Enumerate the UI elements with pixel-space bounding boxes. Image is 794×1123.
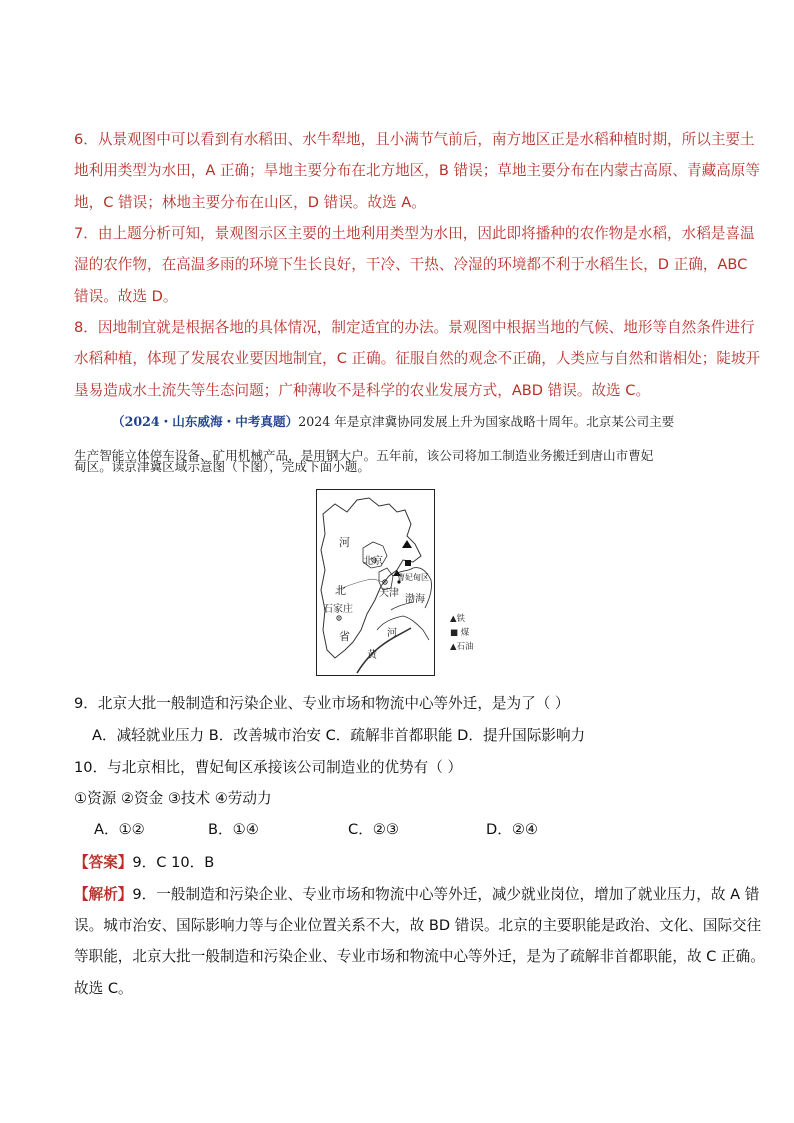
label-river-huang: 黄 xyxy=(367,650,377,661)
analysis-q7-line2: 湿的农作物，在高温多雨的环境下生长良好，干冷、干热、冷湿的环境都不利于水稻生长，D 正确，ABC xyxy=(74,256,748,273)
label-tianjin: 天津 xyxy=(379,588,399,599)
q10-option-d: D．②④ xyxy=(486,821,538,838)
q10-option-a: A．①② xyxy=(94,821,145,838)
analysis-line1-text: 9．一般制造和污染企业、专业市场和物流中心等外迁，减少就业岗位，增加了就业压力，故 A 错 xyxy=(132,886,760,903)
analysis-line3: 等职能，北京大批一般制造和污染企业、专业市场和物流中心等外迁，是为了疏解非首都职能，故 C 正确。 xyxy=(74,948,765,965)
coal-symbol xyxy=(405,560,411,566)
analysis-line1 xyxy=(74,885,759,905)
analysis-tag: 【解析】 xyxy=(74,886,133,903)
material-line2: 生产智能立体停车设备、矿用机械产品，是用钢大户。五年前，该公司将加工制造业务搬迁到唐山市曹妃 xyxy=(74,448,654,463)
label-shijiazhuang: 石家庄 xyxy=(323,604,353,615)
q10-stem: 10．与北京相比，曹妃甸区承接该公司制造业的优势有（ ） xyxy=(74,759,463,776)
label-bohai: 渤海 xyxy=(405,594,425,605)
legend-coal: ■ 煤 xyxy=(450,628,470,638)
label-sheng: 省 xyxy=(339,631,350,643)
analysis-line4: 故选 C。 xyxy=(74,980,133,997)
legend-iron: ▲铁 xyxy=(450,614,466,624)
label-he: 河 xyxy=(339,537,350,549)
label-caofeidian: 曹妃甸区 xyxy=(397,573,429,582)
q10-option-c: C．②③ xyxy=(348,821,399,838)
label-beijing: 北京 xyxy=(363,556,383,567)
map-svg xyxy=(317,490,434,675)
answer-tag: 【答案】 xyxy=(74,854,133,871)
label-river-he: 河 xyxy=(387,628,397,639)
q10-option-b: B．①④ xyxy=(208,821,259,838)
material-line1 xyxy=(112,413,674,431)
analysis-q8-line1: 8．因地制宜就是根据各地的具体情况，制定适宜的办法。景观图中根据当地的气候、地形等自然条件进行 xyxy=(74,319,755,336)
iron-symbol xyxy=(402,540,412,548)
answer-line xyxy=(74,853,214,873)
jingjinji-map xyxy=(316,489,435,676)
q9-stem: 9．北京大批一般制造和污染企业、专业市场和物流中心等外迁，是为了（ ） xyxy=(74,695,570,712)
analysis-q7-line3: 错误。故选 D。 xyxy=(74,288,178,305)
analysis-line2: 误。城市治安、国际影响力等与企业位置关系不大，故 BD 错误。北京的主要职能是政治、文化、国际交往 xyxy=(74,917,762,934)
analysis-q8-line3: 垦易造成水土流失等生态问题；广种薄收不是科学的农业发展方式，ABD 错误。故选 C。 xyxy=(74,382,651,399)
material-source: （2024・山东威海・中考真题） xyxy=(112,414,299,429)
answer-text: 9．C 10．B xyxy=(132,854,215,871)
label-bei: 北 xyxy=(335,585,346,597)
material-line1-text: 2024 年是京津冀协同发展上升为国家战略十周年。北京某公司主要 xyxy=(298,414,675,429)
material-line3: 甸区。读京津冀区域示意图（下图），完成下面小题。 xyxy=(74,459,370,474)
q10-items: ①资源 ②资金 ③技术 ④劳动力 xyxy=(74,790,272,807)
analysis-q6-line1: 6．从景观图中可以看到有水稻田、水牛犁地，且小满节气前后，南方地区正是水稻种植时期，所以主要土 xyxy=(74,131,755,148)
analysis-q8-line2: 水稻种植，体现了发展农业要因地制宜，C 正确。征服自然的观念不正确，人类应与自然和谐相处；陡坡开 xyxy=(74,350,761,367)
analysis-q7-line1: 7．由上题分析可知，景观图示区主要的土地利用类型为水田，因此即将播种的农作物是水稻，水稻是喜温 xyxy=(74,225,755,242)
analysis-q6-line2: 地利用类型为水田，A 正确；旱地主要分布在北方地区，B 错误；草地主要分布在内蒙古高原、青藏高原等 xyxy=(74,162,760,179)
yellow-river xyxy=(357,628,411,673)
analysis-q6-line3: 地，C 错误；林地主要分布在山区，D 错误。故选 A。 xyxy=(74,194,426,211)
legend-oil: ▲石油 xyxy=(450,642,474,652)
q9-options: A．减轻就业压力 B．改善城市治安 C．疏解非首都职能 D．提升国际影响力 xyxy=(92,727,586,744)
